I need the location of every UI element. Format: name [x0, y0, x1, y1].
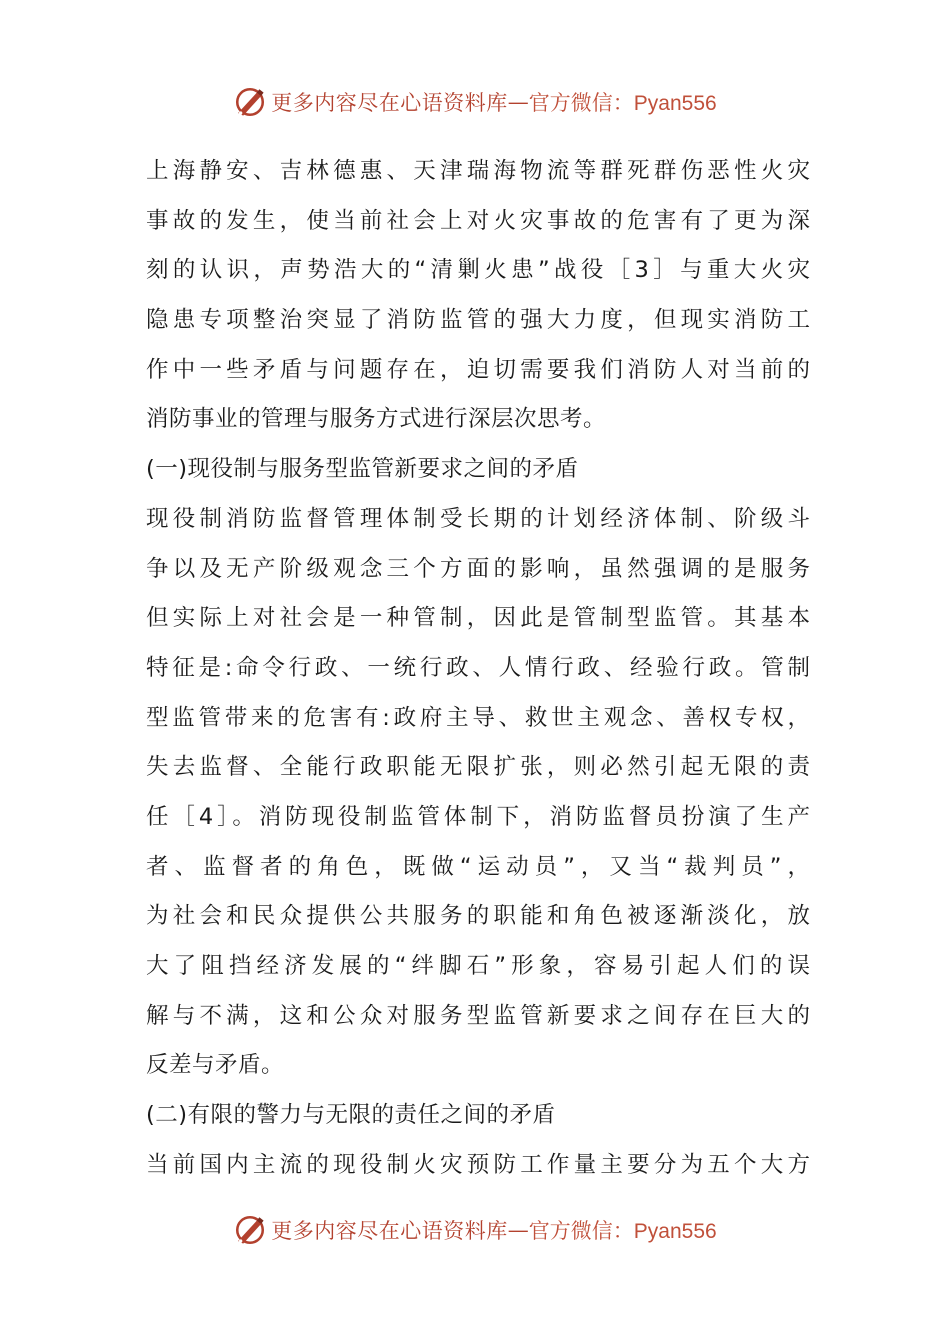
text-line: 刻的认识，声势浩大的“清剿火患”战役［3］与重大火灾: [146, 257, 810, 284]
section-heading: (二)有限的警力与无限的责任之间的矛盾: [146, 1102, 556, 1129]
text-line: 反差与矛盾。: [146, 1052, 285, 1079]
banner-account: [529, 87, 717, 117]
banner-separator: —: [507, 1218, 529, 1242]
document-body: [146, 147, 810, 1190]
text-line: 消防事业的管理与服务方式进行深层次思考。: [146, 406, 607, 433]
banner-account: [529, 1215, 717, 1245]
text-line: 当前国内主流的现役制火灾预防工作量主要分为五个大方: [146, 1151, 810, 1178]
banner-prefix: 更多内容尽在心语资料库: [271, 91, 508, 115]
text-line: 事故的发生，使当前社会上对火灾事故的危害有了更为深: [146, 207, 810, 234]
text-line: 隐患专项整治突显了消防监管的强大力度，但现实消防工: [146, 307, 810, 334]
text-line: 作中一些矛盾与问题存在，迫切需要我们消防人对当前的: [146, 356, 810, 383]
text-line: 大了阻挡经济发展的“绊脚石”形象，容易引起人们的误: [146, 953, 810, 979]
text-line: 现役制消防监督管理体制受长期的计划经济体制、阶级斗: [146, 505, 810, 532]
banner-account-id: Pyan556: [633, 92, 717, 115]
banner-separator: —: [507, 90, 529, 114]
text-line: 失去监督、全能行政职能无限扩张，则必然引起无限的责: [146, 754, 810, 781]
banner-prefix: 更多内容尽在心语资料库: [271, 1219, 508, 1243]
footer-banner: [0, 1210, 950, 1250]
text-line: 争以及无产阶级观念三个方面的影响，虽然强调的是服务: [146, 555, 810, 582]
text-line: 为社会和民众提供公共服务的职能和角色被逐渐淡化，放: [146, 903, 810, 930]
text-line: 但实际上对社会是一种管制，因此是管制型监管。其基本: [146, 605, 810, 632]
text-line: 解与不满，这和公众对服务型监管新要求之间存在巨大的: [146, 1002, 810, 1029]
text-line: 者、监督者的角色，既做“运动员”，又当“裁判员”，: [146, 853, 810, 880]
text-line: 上海静安、吉林德惠、天津瑞海物流等群死群伤恶性火灾: [146, 158, 810, 184]
pen-logo-icon: [233, 1213, 267, 1247]
banner-account-label: 官方微信：: [528, 1219, 634, 1243]
banner-account-label: 官方微信：: [528, 91, 634, 115]
pen-logo-icon: [233, 85, 267, 119]
text-line: 特征是:命令行政、一统行政、人情行政、经验行政。管制: [146, 654, 810, 681]
text-line: 型监管带来的危害有:政府主导、救世主观念、善权专权，: [146, 704, 810, 731]
text-line: 任［4］。消防现役制监管体制下，消防监督员扮演了生产: [146, 803, 810, 830]
header-banner: [0, 82, 950, 122]
section-heading: (一)现役制与服务型监管新要求之间的矛盾: [146, 456, 579, 483]
banner-account-id: Pyan556: [633, 1220, 717, 1243]
